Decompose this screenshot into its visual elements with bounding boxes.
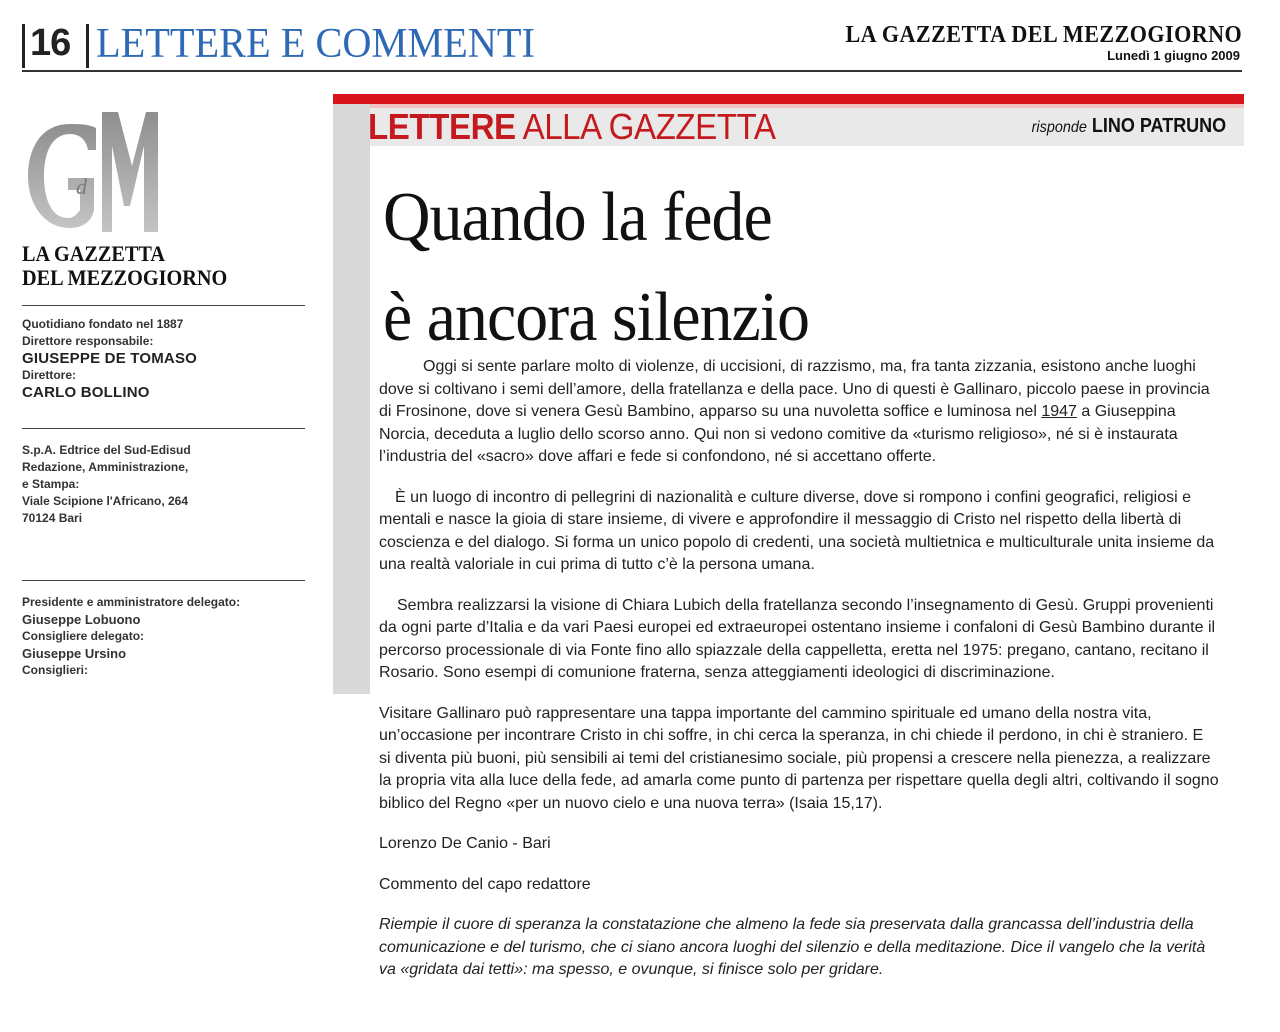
publisher-line: Viale Scipione l'Africano, 264: [22, 494, 189, 508]
editor-comment: Riempie il cuore di speranza la constatazione che almeno la fede sia preservata dalla grancassa dell’industria della comunicazione e del turismo, che ci siano ancora luoghi del silenzio e della meditazione. Dice il vangelo che la verità va «gridata dai tetti»: ma spesso, e ovunque, si finisce solo per gridare.: [379, 916, 1206, 978]
page-number-separator: [86, 24, 89, 68]
sidebar-paper-name: [22, 242, 227, 290]
issue-date: Lunedì 1 giugno 2009: [1107, 48, 1240, 63]
paragraph-text: a Giuseppina Norcia, deceduta a luglio dello scorso anno. Qui non si vedono comitive da «turismo religioso», né si è instaurata l’industria del «sacro» dove affari e fede si confondono, né si accettano offerte.: [379, 403, 1178, 465]
paragraph-text: Oggi si sente parlare molto di violenze, di uccisioni, di razzismo, ma, fra tanta zizzania, esistono anche luoghi dove si coltivano i semi dell’amore, della fratellanza e della pace. Uno di questi è Gallinaro, piccolo paese in provincia di Frosinone, dove si venera Gesù Bambino, apparso su una nuvoletta soffice e luminosa nel: [379, 358, 1210, 420]
paper-name-line-1: LA GAZZETTA: [22, 241, 166, 266]
delegate-label: Consigliere delegato:: [22, 629, 145, 643]
article-paragraph: È un luogo di incontro di pellegrini di nazionalità e culture diverse, dove si rompono i confini geografici, religiosi e mentali e nasce la gioia di stare insieme, di vivere e approfondire il messaggio di Cristo nel rispetto della libertà di coscienza e del dialogo. Si forma un unico popolo di credenti, una società multietnica e multiculturale unita insieme da una realtà valoriale in cui prima di tutto c’è la persona umana.: [379, 488, 1215, 573]
sidebar-divider: [22, 305, 305, 306]
newspaper-name: LA GAZZETTA DEL MEZZOGIORNO: [845, 22, 1242, 48]
president-name: Giuseppe Lobuono: [22, 612, 141, 627]
article-body: [379, 356, 1219, 1000]
publisher-line: S.p.A. Edtrice del Sud-Edisud: [22, 443, 191, 457]
publisher-line: 70124 Bari: [22, 511, 83, 525]
founded-note: Quotidiano fondato nel 1887: [22, 317, 184, 331]
column-gray-stripe: [333, 104, 370, 694]
sidebar-divider: [22, 580, 305, 581]
article-headline: [383, 168, 809, 368]
article-paragraph: Sembra realizzarsi la visione di Chiara Lubich della fratellanza secondo l’insegnamento di Gesù. Gruppi provenienti da ogni parte d’Italia e da vari Paesi europei ed extraeuropei ostentano insieme i confaloni di Gesù Bambino durante il percorso processionale di via Fonte fino allo spiazzale della cappelletta, eretta nel 1975: pregano, cantano, recitano il Rosario. Sono esempi di comunione fraterna, senza atteggiamenti ideologici di discriminazione.: [379, 596, 1216, 681]
article-paragraph: Visitare Gallinaro può rappresentare una tappa importante del cammino spirituale ed umano della nostra vita, un’occasione per incontrare Cristo in chi soffre, in chi cerca la speranza, in chi chiede il perdono, in chi è straniero. E si diventa più buoni, più sensibili ai temi del cristianesimo sociale, più propensi a crescere nella pienezza, a realizzare la propria vita alla luce della fede, ad amarla come punto di partenza per rispettare quella degli altri, coltivando il sogno biblico del Regno «per un nuovo cielo e una nuova terra» (Isaia 15,17).: [379, 704, 1219, 812]
column-title: [368, 106, 776, 148]
headline-line-1: Quando la fede: [383, 179, 772, 256]
responds-label: risponde: [1031, 119, 1087, 136]
masthead-rule: [22, 70, 1242, 72]
paper-name-line-2: DEL MEZZOGIORNO: [22, 265, 228, 290]
letter-signature: Lorenzo De Canio - Bari: [379, 835, 551, 852]
director-name: CARLO BOLLINO: [22, 384, 150, 401]
headline-line-2: è ancora silenzio: [383, 279, 810, 356]
responds-name: LINO PATRUNO: [1091, 115, 1226, 137]
column-title-bold: LETTERE: [368, 106, 516, 147]
sidebar-divider: [22, 428, 305, 429]
column-header-red-bar: [333, 94, 1244, 104]
president-label: Presidente e amministratore delegato:: [22, 595, 241, 609]
staff-directors: [22, 316, 197, 401]
section-title: LETTERE E COMMENTI: [96, 21, 535, 67]
article-paragraph: [379, 356, 1219, 469]
board-info: [22, 594, 240, 679]
publisher-line: Redazione, Amministrazione,: [22, 460, 189, 474]
masthead-left-bar: [22, 24, 25, 68]
resp-director-label: Direttore responsabile:: [22, 334, 154, 348]
comment-heading: Commento del capo redattore: [379, 875, 591, 893]
underlined-year: 1947: [1041, 403, 1077, 420]
delegate-name: Giuseppe Ursino: [22, 646, 127, 661]
newspaper-logo-icon: [22, 106, 158, 238]
page-number: 16: [30, 22, 71, 64]
resp-director-name: GIUSEPPE DE TOMASO: [22, 350, 198, 367]
column-title-rest: ALLA GAZZETTA: [515, 106, 776, 147]
publisher-info: [22, 442, 191, 527]
director-label: Direttore:: [22, 368, 77, 382]
column-responder: [1031, 115, 1226, 138]
logo-letters: d: [76, 174, 87, 199]
board-label: Consiglieri:: [22, 663, 89, 677]
publisher-line: e Stampa:: [22, 477, 80, 491]
